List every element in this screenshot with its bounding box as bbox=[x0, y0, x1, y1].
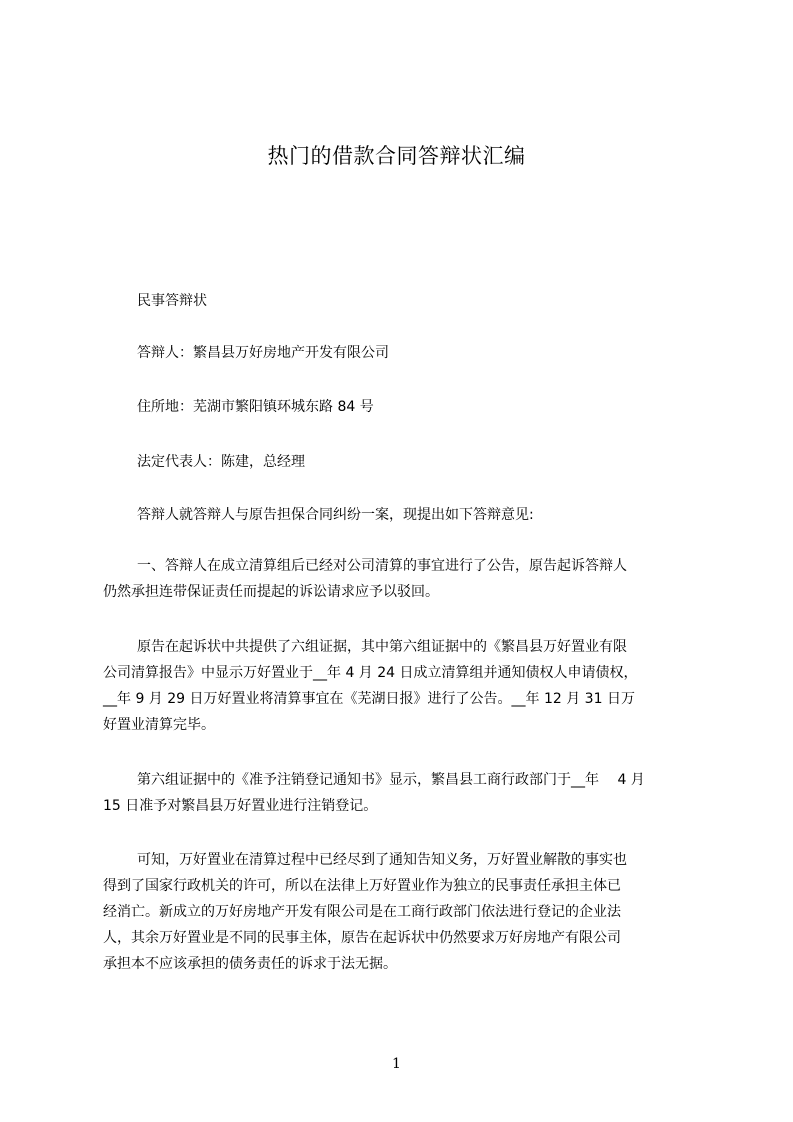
conclusion-line: 可知，万好置业在清算过程中已经尽到了通知告知义务，万好置业解散的事实也 bbox=[137, 852, 627, 868]
respondent-paragraph bbox=[103, 340, 700, 366]
legal-representative-paragraph bbox=[103, 449, 700, 475]
intro-text: 答辩人就答辩人与原告担保合同纠纷一案，现提出如下答辩意见: bbox=[137, 507, 534, 523]
group-six-line: 第六组证据中的《准予注销登记通知书》显示，繁昌县工商行政部门于__年 4 月 bbox=[137, 772, 645, 788]
point-one-paragraph bbox=[103, 553, 700, 605]
address-paragraph bbox=[103, 394, 700, 420]
legal-representative-text: 法定代表人：陈建，总经理 bbox=[137, 454, 305, 470]
group-six-line: 15 日准予对繁昌县万好置业进行注销登记。 bbox=[103, 798, 378, 814]
evidence-paragraph bbox=[103, 634, 700, 738]
conclusion-line: 人，其余万好置业是不同的民事主体，原告在起诉状中仍然要求万好房地产有限公司 bbox=[103, 930, 621, 946]
page-number: 1 bbox=[392, 1056, 401, 1072]
document-title: 热门的借款合同答辩状汇编 bbox=[267, 144, 526, 168]
document-heading bbox=[103, 288, 700, 314]
point-one-line: 一、答辩人在成立清算组后已经对公司清算的事宜进行了公告，原告起诉答辩人 bbox=[137, 558, 627, 574]
conclusion-paragraph bbox=[103, 847, 700, 977]
intro-paragraph bbox=[103, 502, 700, 528]
heading-text: 民事答辩状 bbox=[137, 293, 207, 309]
conclusion-line: 得到了国家行政机关的许可，所以在法律上万好置业作为独立的民事责任承担主体已 bbox=[103, 878, 621, 894]
point-one-line: 仍然承担连带保证责任而提起的诉讼请求应予以驳回。 bbox=[103, 584, 439, 600]
evidence-line: __年 9 月 29 日万好置业将清算事宜在《芜湖日报》进行了公告。__年 12 月 31 日万 bbox=[103, 691, 635, 707]
conclusion-line: 承担本不应该承担的债务责任的诉求于法无据。 bbox=[103, 956, 397, 972]
group-six-paragraph bbox=[103, 767, 700, 819]
evidence-line: 好置业清算完毕。 bbox=[103, 717, 215, 733]
evidence-line: 原告在起诉状中共提供了六组证据，其中第六组证据中的《繁昌县万好置业有限 bbox=[137, 639, 627, 655]
conclusion-line: 经消亡。新成立的万好房地产开发有限公司是在工商行政部门依法进行登记的企业法 bbox=[103, 904, 621, 920]
respondent-text: 答辩人：繁昌县万好房地产开发有限公司 bbox=[137, 345, 389, 361]
address-text: 住所地：芜湖市繁阳镇环城东路 84 号 bbox=[137, 399, 374, 415]
evidence-line: 公司清算报告》中显示万好置业于__年 4 月 24 日成立清算组并通知债权人申请债权， bbox=[103, 665, 638, 681]
